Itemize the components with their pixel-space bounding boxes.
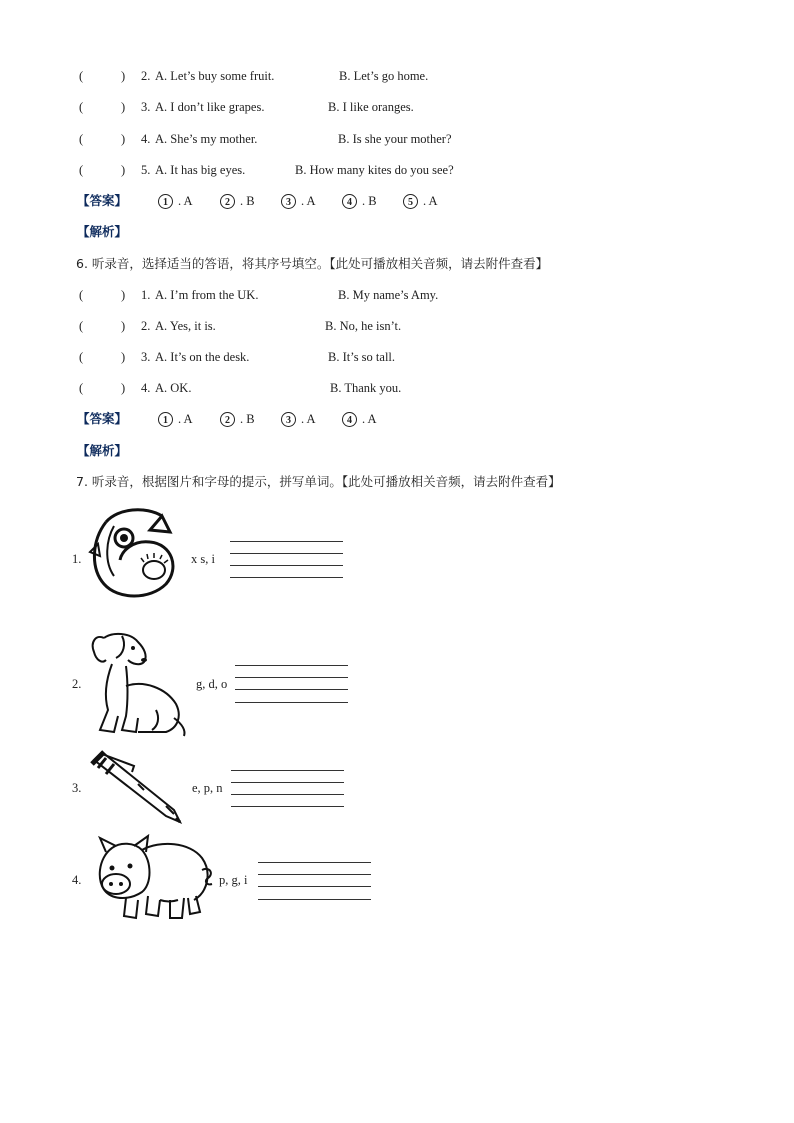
answer-blank-line[interactable] [235,677,348,678]
answer-blank-line[interactable] [231,806,344,807]
answer-number: 5 [403,194,418,209]
option-b: B. No, he isn’t. [325,319,402,333]
item-number: 4. [72,873,82,887]
answer-value: . A [301,194,316,208]
answer-number: 2 [220,412,235,427]
answer-number: 1 [158,412,173,427]
answer-item [403,191,438,211]
item-number: 1. [141,288,151,302]
answer-value: . A [178,194,193,208]
paren-close: ) [121,319,126,333]
paren-open: ( [79,350,84,364]
answer-value: . B [362,194,377,208]
answer-item [342,409,377,429]
option-a: A. She’s my mother. [155,132,258,146]
option-b: B. Let’s go home. [339,69,429,83]
option-a: A. It has big eyes. [155,163,246,177]
paren-open: ( [79,319,84,333]
item-number: 1. [72,552,82,566]
paren-close: ) [121,381,126,395]
option-b: B. I like oranges. [328,100,414,114]
answer-value: . A [362,412,377,426]
option-b: B. My name’s Amy. [338,288,439,302]
answer-item [281,409,316,429]
letter-hint: e, p, n [192,781,223,795]
option-a: A. Yes, it is. [155,319,216,333]
answer-blank-line[interactable] [258,862,371,863]
answer-blank-line[interactable] [235,665,348,666]
paren-close: ) [121,163,126,177]
answer-blank-line[interactable] [258,874,371,875]
option-b: B. Is she your mother? [338,132,452,146]
answer-value: . B [240,412,255,426]
answer-blank-line[interactable] [235,689,348,690]
paren-close: ) [121,132,126,146]
item-number: 2. [72,677,82,691]
answer-number: 4 [342,412,357,427]
paren-open: ( [79,288,84,302]
paren-open: ( [79,163,84,177]
answer-blank-line[interactable] [230,577,343,578]
six-icon [84,502,184,602]
item-number: 4. [141,381,151,395]
paren-open: ( [79,132,84,146]
option-b: B. Thank you. [330,381,402,395]
item-number: 2. [141,69,151,83]
letter-hint: x s, i [191,552,215,566]
answer-item [220,191,255,211]
analysis-tag: 【解析】 [77,443,128,458]
answer-blank-line[interactable] [258,899,371,900]
answer-blank-line[interactable] [230,541,343,542]
item-number: 3. [141,100,151,114]
letter-hint: p, g, i [219,873,248,887]
pen-icon [88,750,184,824]
paren-open: ( [79,381,84,395]
answer-number: 3 [281,412,296,427]
paren-close: ) [121,69,126,83]
answer-blank-line[interactable] [230,565,343,566]
question-title: 7. 听录音，根据图片和字母的提示，拼写单词。【此处可播放相关音频，请去附件查看】 [76,474,561,489]
answer-value: . A [301,412,316,426]
answer-tag: 【答案】 [77,411,128,426]
answer-value: . A [423,194,438,208]
item-number: 4. [141,132,151,146]
option-b: B. It’s so tall. [328,350,396,364]
answer-item [281,191,316,211]
answer-blank-line[interactable] [235,702,348,703]
item-number: 3. [141,350,151,364]
answer-item [158,191,193,211]
option-a: A. I don’t like grapes. [155,100,265,114]
answer-blank-line[interactable] [231,770,344,771]
option-b: B. How many kites do you see? [295,163,454,177]
analysis-tag: 【解析】 [77,224,128,239]
answer-number: 1 [158,194,173,209]
answer-tag: 【答案】 [77,193,128,208]
answer-item [158,409,193,429]
paren-open: ( [79,69,84,83]
pig-icon [90,834,216,926]
item-number: 5. [141,163,151,177]
option-a: A. I’m from the UK. [155,288,259,302]
answer-blank-line[interactable] [231,794,344,795]
letter-hint: g, d, o [196,677,228,691]
option-a: A. OK. [155,381,192,395]
paren-close: ) [121,350,126,364]
answer-number: 3 [281,194,296,209]
option-a: A. Let’s buy some fruit. [155,69,275,83]
item-number: 3. [72,781,82,795]
paren-close: ) [121,100,126,114]
dog-icon [86,630,190,740]
option-a: A. It’s on the desk. [155,350,250,364]
question-title: 6. 听录音，选择适当的答语，将其序号填空。【此处可播放相关音频，请去附件查看】 [76,256,549,271]
answer-value: . A [178,412,193,426]
answer-item [220,409,255,429]
answer-number: 4 [342,194,357,209]
paren-open: ( [79,100,84,114]
answer-blank-line[interactable] [230,553,343,554]
paren-close: ) [121,288,126,302]
answer-number: 2 [220,194,235,209]
answer-value: . B [240,194,255,208]
item-number: 2. [141,319,151,333]
answer-blank-line[interactable] [231,782,344,783]
answer-blank-line[interactable] [258,886,371,887]
answer-item [342,191,377,211]
